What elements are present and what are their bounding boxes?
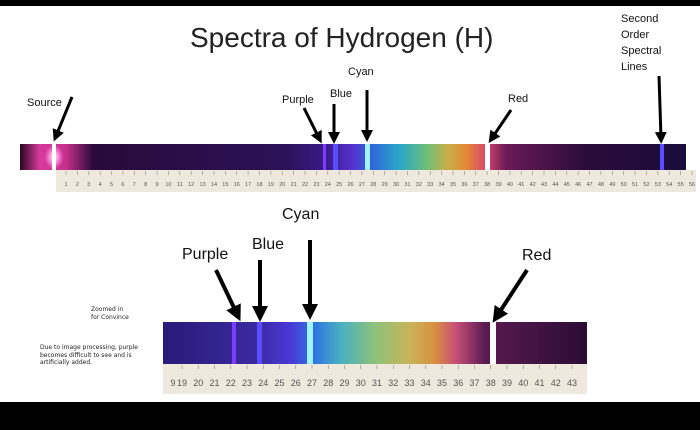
ruler-tick-label: 15 (222, 182, 229, 188)
ruler-tick-label: 1 (64, 182, 68, 188)
ruler-tick-label: 26 (290, 378, 301, 388)
ruler-tick-label: 37 (472, 182, 479, 188)
zoom-spectrum-band (163, 322, 587, 364)
ruler-tick-label: 41 (518, 182, 525, 188)
zoom-purple-line (232, 322, 236, 364)
purple-line (323, 144, 326, 170)
ruler-tick-label: 34 (420, 378, 431, 388)
figure-title: Spectra of Hydrogen (H) (190, 22, 494, 53)
ruler-tick-label: 26 (347, 182, 354, 188)
processing-note (40, 344, 138, 367)
ruler-tick-label: 28 (323, 378, 334, 388)
ruler-tick-label: 25 (336, 182, 343, 188)
source-label: Source (27, 97, 62, 109)
ruler-tick-label: 27 (358, 182, 365, 188)
ruler-tick-label: 32 (415, 182, 422, 188)
cyan-line (365, 144, 370, 170)
ruler-tick-label: 22 (301, 182, 309, 188)
ruler-tick-label: 28 (370, 182, 377, 188)
ruler-tick-label: 45 (563, 182, 570, 188)
ruler-tick-label: 27 (306, 378, 318, 388)
ruler-tick-label: 5 (109, 182, 114, 188)
ruler-tick-label: 18 (256, 182, 263, 188)
second-order-line-2: Order (621, 29, 650, 41)
ruler-tick-label: 44 (552, 182, 559, 188)
ruler-tick-label: 39 (495, 182, 502, 188)
ruler-tick-label: 42 (550, 378, 561, 388)
ruler-tick-label: 23 (313, 182, 320, 188)
second-order-arrow (659, 76, 661, 138)
ruler-tick-label: 21 (290, 182, 297, 188)
ruler-tick-label: 19 (176, 378, 188, 388)
ruler-tick-label: 10 (165, 182, 172, 188)
zoom-red-line (490, 322, 496, 364)
ruler-tick-label: 16 (233, 182, 240, 188)
ruler-tick-label: 2 (75, 182, 79, 188)
ruler-tick-label: 33 (427, 182, 434, 188)
ruler-tick-label: 54 (666, 182, 673, 188)
ruler-tick-label: 35 (436, 378, 448, 388)
ruler-tick-label: 31 (404, 182, 411, 188)
zoom-cyan-line (307, 322, 313, 364)
ruler-tick-label: 55 (677, 182, 684, 188)
top-spectrum-band (20, 144, 686, 170)
ruler-tick-label: 23 (241, 378, 253, 388)
ruler-tick-label: 29 (381, 182, 388, 188)
blue-label: Blue (330, 88, 353, 100)
ruler-tick-label: 21 (209, 378, 220, 388)
zoomed-note-line-2: for Convince (91, 313, 129, 321)
zoomed-note-line-1: Zoomed in (91, 306, 124, 313)
ruler-tick-label: 43 (540, 182, 548, 188)
processing-note-line-1: Due to image processing, purple (40, 344, 138, 351)
ruler-tick-label: 20 (279, 182, 286, 188)
second-order-line-4: Lines (621, 61, 648, 73)
ruler-tick-label: 51 (632, 182, 639, 188)
ruler-tick-label: 40 (506, 182, 513, 188)
zoom-purple-label: Purple (182, 246, 229, 263)
ruler-tick-label: 35 (449, 182, 457, 188)
ruler-tick-label: 6 (121, 182, 125, 188)
ruler-tick-label: 17 (245, 182, 252, 188)
ruler-tick-label: 56 (688, 182, 696, 188)
ruler-tick-label: 30 (355, 378, 366, 388)
ruler-tick-label: 33 (404, 378, 415, 388)
ruler-tick-label: 14 (210, 182, 218, 188)
ruler-tick-label: 30 (393, 182, 400, 188)
second-order-line (660, 144, 664, 170)
zoom-cyan-label: Cyan (282, 206, 320, 223)
ruler-tick-label: 41 (534, 378, 545, 388)
ruler-tick-label: 38 (484, 182, 491, 188)
ruler-tick-label: 49 (609, 182, 616, 188)
ruler-tick-label: 7 (132, 182, 136, 188)
ruler-tick-label: 19 (267, 182, 274, 188)
red-line (485, 144, 490, 170)
source-line (52, 144, 56, 170)
ruler-tick-label: 4 (98, 182, 102, 188)
zoomed-note (91, 306, 129, 321)
ruler-tick-label: 47 (586, 182, 593, 188)
ruler-tick-label: 42 (529, 182, 536, 188)
ruler-tick-label: 43 (566, 378, 578, 388)
zoom-blue-label: Blue (252, 236, 285, 253)
blue-line (333, 144, 338, 170)
ruler-tick-label: 38 (485, 378, 496, 388)
ruler-tick-label: 9 (170, 378, 176, 388)
processing-note-line-3: artificially added. (40, 359, 93, 366)
ruler-tick-label: 13 (199, 182, 206, 188)
purple-label: Purple (282, 94, 314, 106)
ruler-tick-label: 3 (87, 182, 91, 188)
ruler-tick-label: 9 (155, 182, 159, 188)
ruler-tick-label: 46 (575, 182, 582, 188)
ruler-tick-label: 11 (176, 182, 183, 188)
ruler-tick-label: 53 (654, 182, 661, 188)
ruler-tick-label: 24 (324, 182, 331, 188)
ruler-tick-label: 8 (144, 182, 148, 188)
second-order-line-1: Second (621, 13, 659, 25)
processing-note-line-2: becomes difficult to see and is (40, 351, 132, 359)
ruler-tick-label: 36 (461, 182, 468, 188)
ruler-tick-label: 40 (518, 378, 529, 388)
ruler-tick-label: 20 (193, 378, 204, 388)
ruler-tick-label: 25 (274, 378, 285, 388)
ruler-tick-label: 29 (339, 378, 350, 388)
ruler-tick-label: 50 (620, 182, 627, 188)
ruler-tick-label: 22 (225, 378, 236, 388)
red-label: Red (508, 93, 529, 105)
zoom-red-label: Red (522, 247, 552, 264)
ruler-tick-label: 24 (258, 378, 269, 388)
ruler-tick-label: 12 (188, 182, 195, 188)
top-ruler (56, 170, 696, 192)
ruler-tick-label: 48 (597, 182, 605, 188)
ruler-tick-label: 39 (501, 378, 513, 388)
ruler-tick-label: 32 (388, 378, 399, 388)
ruler-tick-label: 52 (643, 182, 650, 188)
ruler-tick-label: 37 (469, 378, 480, 388)
second-order-label (621, 11, 661, 75)
second-order-line-3: Spectral (621, 45, 662, 57)
cyan-label: Cyan (348, 66, 374, 78)
zoom-blue-line (257, 322, 262, 364)
ruler-tick-label: 36 (453, 378, 464, 388)
ruler-tick-label: 31 (371, 378, 383, 388)
ruler-tick-label: 34 (438, 182, 445, 188)
